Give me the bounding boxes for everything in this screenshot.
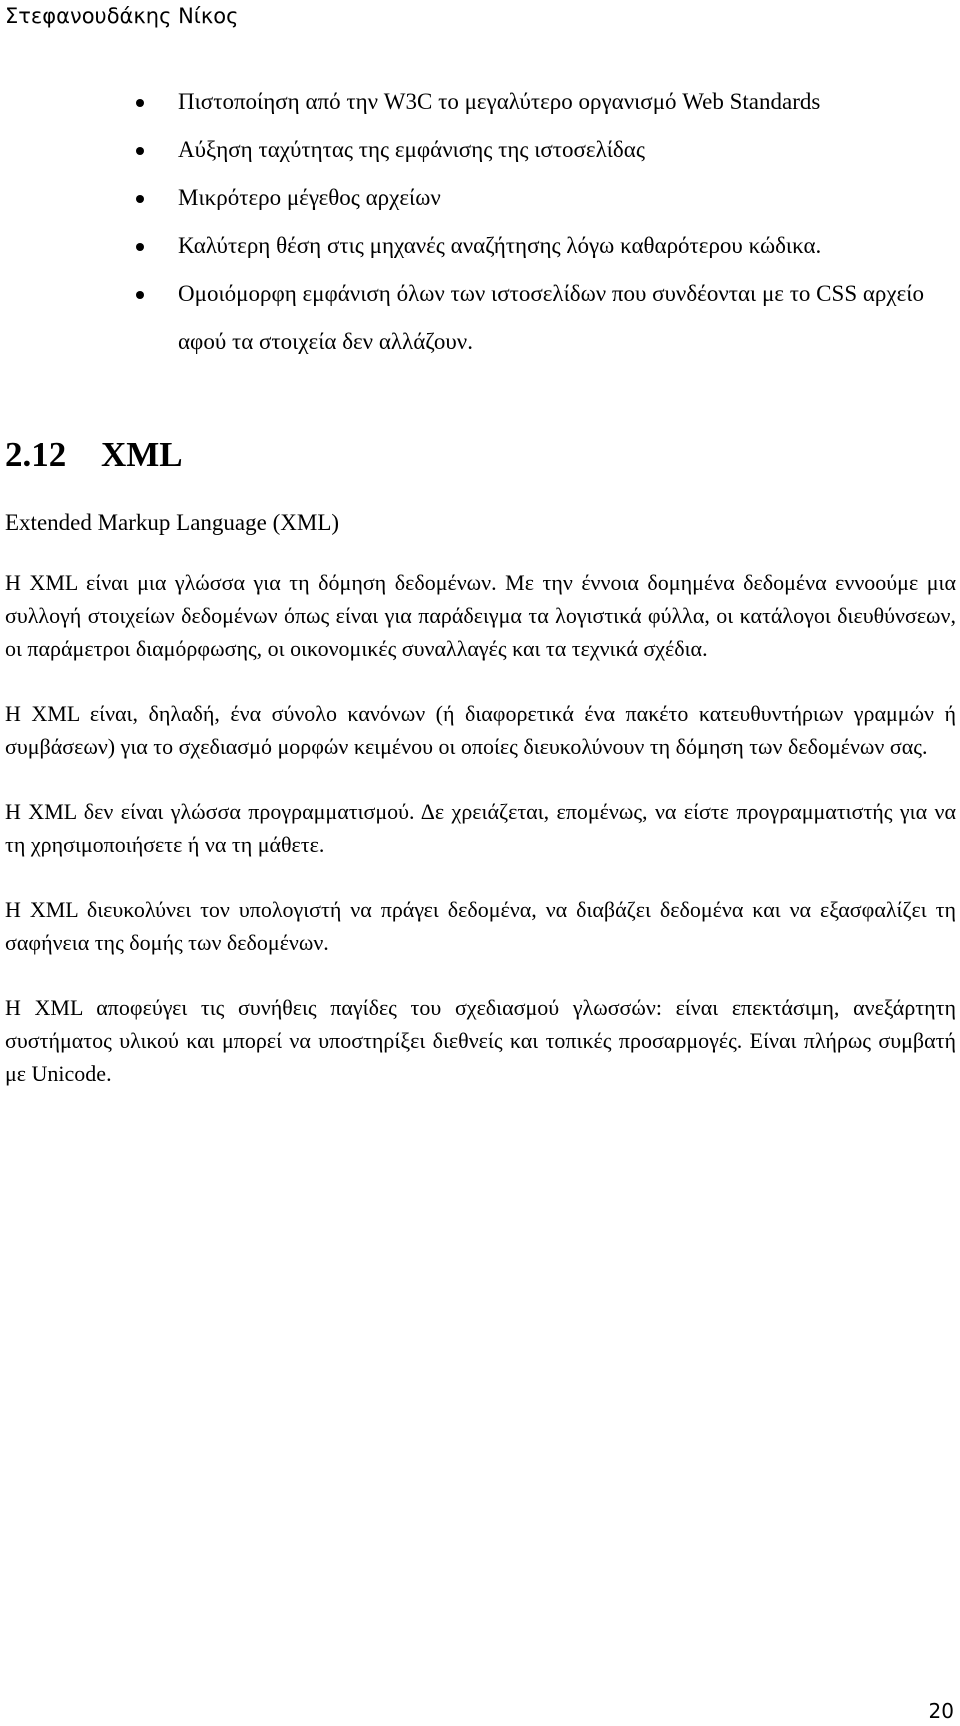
paragraph: Η XML αποφεύγει τις συνήθεις παγίδες του σχεδιασμού γλωσσών: είναι επεκτάσιμη, ανεξάρτητη συστήματος υλικού και μπορεί να υποστηρίξει διεθνείς και τοπικές προσαρμογές. Είναι πλήρως συμβατή με Unicode.: [5, 995, 956, 1086]
paragraph: Η XML διευκολύνει τον υπολογιστή να πράγει δεδομένα, να διαβάζει δεδομένα και να εξασφαλίζει τη σαφήνεια της δομής των δεδομένων.: [5, 897, 956, 955]
list-item: [0, 270, 960, 366]
bullet-dot-icon: [136, 291, 144, 299]
section-title: XML: [101, 435, 183, 474]
section-heading: [5, 432, 183, 478]
list-item-text: Μικρότερο μέγεθος αρχείων: [178, 185, 441, 210]
list-item: [0, 174, 960, 222]
body-text: [5, 566, 956, 1122]
bullet-dot-icon: [136, 195, 144, 203]
section-number: 2.12: [5, 435, 67, 474]
list-item: [0, 126, 960, 174]
paragraph: Η XML είναι, δηλαδή, ένα σύνολο κανόνων (ή διαφορετικά ένα πακέτο κατευθυντήριων γραμμών ή συμβάσεων) για το σχεδιασμό μορφών κειμένου οι οποίες διευκολύνουν τη δόμηση των δεδομένων σας.: [5, 701, 956, 759]
list-item-text: Καλύτερη θέση στις μηχανές αναζήτησης λόγω καθαρότερου κώδικα.: [178, 233, 822, 258]
section-subtitle: Extended Markup Language (XML): [5, 510, 340, 535]
bullet-dot-icon: [136, 99, 144, 107]
paragraph: Η XML δεν είναι γλώσσα προγραμματισμού. Δε χρειάζεται, επομένως, να είστε προγραμματιστής για να τη χρησιμοποιήσετε ή να τη μάθετε.: [5, 799, 956, 857]
running-header-author: Στεφανουδάκης Νίκος: [5, 4, 239, 28]
feature-bullet-list: [0, 78, 960, 366]
page-number: 20: [928, 1699, 954, 1723]
bullet-dot-icon: [136, 147, 144, 155]
list-item: [0, 222, 960, 270]
list-item-text: Ομοιόμορφη εμφάνιση όλων των ιστοσελίδων που συνδέονται με το CSS αρχείο αφού τα στοιχεία δεν αλλάζουν.: [178, 281, 924, 354]
bullet-dot-icon: [136, 243, 144, 251]
paragraph: Η XML είναι μια γλώσσα για τη δόμηση δεδομένων. Με την έννοια δομημένα δεδομένα εννοούμε μια συλλογή στοιχείων δεδομένων όπως είναι για παράδειγμα τα λογιστικά φύλλα, οι κατάλογοι διευθύνσεων, οι παράμετροι διαμόρφωσης, οι οικονομικές συναλλαγές και τα τεχνικά σχέδια.: [5, 570, 956, 661]
list-item-text: Αύξηση ταχύτητας της εμφάνισης της ιστοσελίδας: [178, 137, 645, 162]
list-item-text: Πιστοποίηση από την W3C το μεγαλύτερο οργανισμό Web Standards: [178, 89, 821, 114]
list-item: [0, 78, 960, 126]
